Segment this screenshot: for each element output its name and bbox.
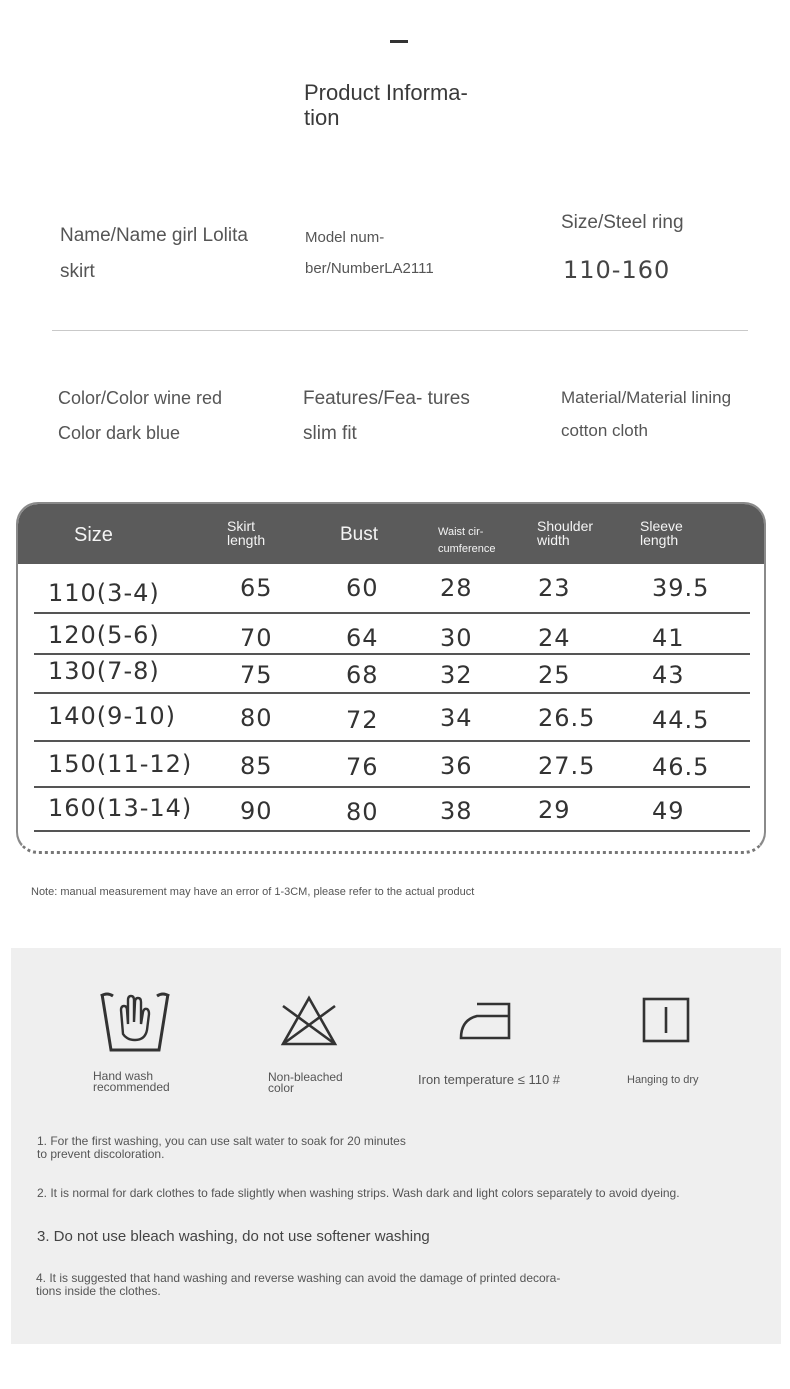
no-bleach-icon: [279, 994, 339, 1048]
cell-size: 130(7-8): [48, 657, 160, 685]
hang-dry-icon: [642, 997, 690, 1043]
cell-skirt-length: 70: [240, 624, 273, 652]
header-waist: Waist cir- cumference: [438, 526, 496, 555]
header-skirt-length: Skirt length: [227, 518, 266, 548]
product-color: Color/Color wine red Color dark blue: [58, 388, 223, 443]
cell-shoulder: 24: [538, 624, 571, 652]
section-divider: [52, 330, 748, 331]
measurement-note: Note: manual measurement may have an error of 1-3CM, please refer to the actual product: [31, 886, 475, 898]
size-chart-header: [18, 504, 766, 564]
header-size: Size: [74, 524, 113, 546]
non-bleach-label: Non-bleached color: [268, 1070, 343, 1095]
cell-shoulder: 23: [538, 574, 571, 602]
product-material: Material/Material lining cotton cloth: [561, 388, 732, 440]
decorative-dash: [390, 40, 408, 43]
cell-bust: 64: [346, 624, 379, 652]
hand-wash-label: Hand wash recommended: [93, 1069, 170, 1094]
care-instruction-2: 2. It is normal for dark clothes to fade slightly when washing strips. Wash dark and light colors separately to avoid dyeing.: [37, 1186, 680, 1200]
hand-wash-icon: [99, 990, 171, 1054]
cell-bust: 76: [346, 753, 379, 781]
product-size-range: 110-160: [563, 256, 671, 284]
cell-sleeve: 39.5: [652, 574, 710, 602]
cell-waist: 36: [440, 752, 473, 780]
care-instruction-3: 3. Do not use bleach washing, do not use softener washing: [37, 1228, 430, 1245]
iron-temperature-label: Iron temperature ≤ 110 #: [418, 1072, 561, 1087]
cell-skirt-length: 90: [240, 797, 273, 825]
cell-skirt-length: 85: [240, 752, 273, 780]
table-row: [34, 694, 750, 742]
cell-skirt-length: 80: [240, 704, 273, 732]
cell-sleeve: 49: [652, 797, 685, 825]
cell-size: 110(3-4): [48, 579, 160, 607]
cell-waist: 30: [440, 624, 473, 652]
cell-bust: 80: [346, 798, 379, 826]
product-model-number: Model num- ber/NumberLA2111: [305, 229, 434, 277]
care-instruction-4: 4. It is suggested that hand washing and reverse washing can avoid the damage of printed decora- tions inside the clothes.: [36, 1271, 561, 1298]
size-chart-table: [16, 502, 766, 854]
cell-sleeve: 46.5: [652, 753, 710, 781]
cell-bust: 72: [346, 706, 379, 734]
cell-sleeve: 44.5: [652, 706, 710, 734]
cell-bust: 60: [346, 574, 379, 602]
table-row: [34, 788, 750, 832]
cell-waist: 32: [440, 661, 473, 689]
care-instruction-1: 1. For the first washing, you can use salt water to soak for 20 minutes to prevent discoloration.: [37, 1134, 406, 1161]
hang-dry-label: Hanging to dry: [627, 1074, 699, 1086]
header-bust: Bust: [340, 524, 379, 545]
cell-shoulder: 25: [538, 661, 571, 689]
product-size-title: Size/Steel ring: [561, 212, 684, 233]
cell-size: 150(11-12): [48, 750, 193, 778]
product-name: Name/Name girl Lolita skirt: [60, 225, 248, 282]
cell-sleeve: 41: [652, 624, 685, 652]
cell-skirt-length: 75: [240, 661, 273, 689]
cell-shoulder: 27.5: [538, 752, 596, 780]
cell-waist: 28: [440, 574, 473, 602]
cell-shoulder: 29: [538, 796, 571, 824]
cell-size: 140(9-10): [48, 702, 177, 730]
page-title: Product Informa- tion: [304, 80, 468, 130]
table-row: [34, 655, 750, 694]
table-row: [34, 614, 750, 655]
cell-bust: 68: [346, 661, 379, 689]
cell-waist: 38: [440, 797, 473, 825]
cell-skirt-length: 65: [240, 574, 273, 602]
cell-size: 120(5-6): [48, 621, 160, 649]
iron-icon: [459, 998, 513, 1042]
table-row: [34, 742, 750, 788]
care-instructions-panel: [11, 948, 781, 1344]
cell-waist: 34: [440, 704, 473, 732]
header-shoulder-width: Shoulder width: [537, 518, 594, 548]
header-sleeve-length: Sleeve length: [640, 518, 683, 548]
cell-size: 160(13-14): [48, 794, 193, 822]
product-features: Features/Fea- tures slim fit: [303, 388, 470, 444]
table-row: [34, 564, 750, 614]
cell-shoulder: 26.5: [538, 704, 596, 732]
cell-sleeve: 43: [652, 661, 685, 689]
